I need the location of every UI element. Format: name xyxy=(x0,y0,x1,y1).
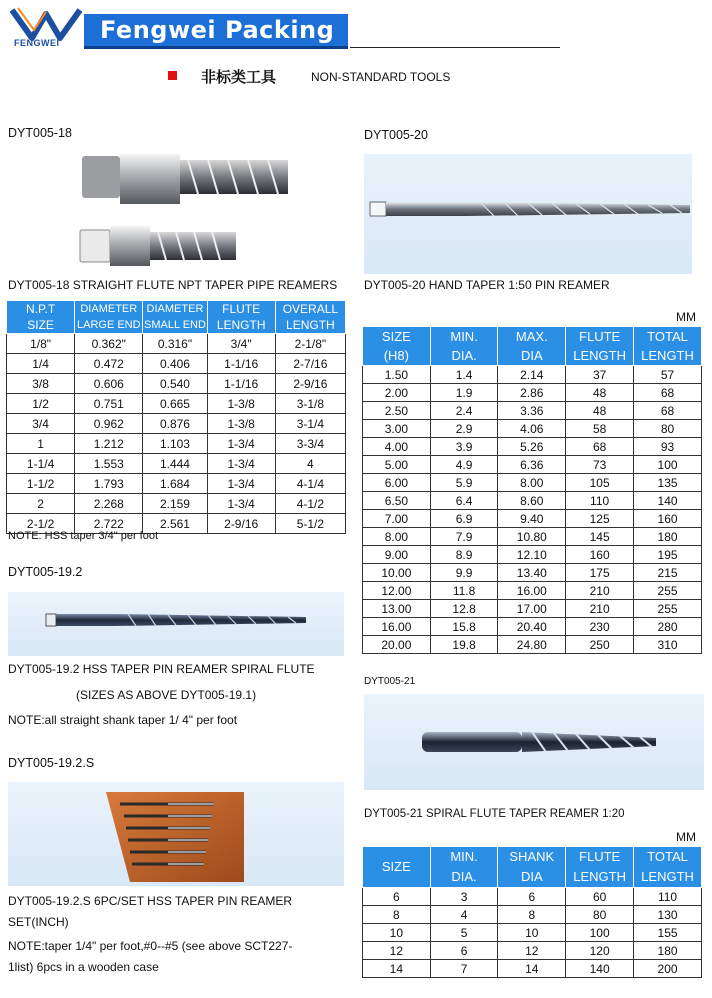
table-cell: 2-1/2 xyxy=(7,514,75,534)
table-cell: 6.36 xyxy=(498,456,566,474)
table-row xyxy=(363,420,702,438)
label-dyt005-20: DYT005-20 xyxy=(364,128,428,142)
table-cell: 5.00 xyxy=(363,456,431,474)
col-header: FLUTE LENGTH xyxy=(566,847,634,888)
section-bullet-icon xyxy=(168,71,177,80)
table-row xyxy=(7,494,346,514)
col-header: TOTAL LENGTH xyxy=(634,327,702,366)
table-cell: 9.00 xyxy=(363,546,431,564)
table-cell: 2.159 xyxy=(143,494,207,514)
table-row xyxy=(7,414,346,434)
table-cell: 12.10 xyxy=(498,546,566,564)
table-cell: 9.9 xyxy=(430,564,498,582)
unit-dyt005-21: MM xyxy=(676,830,696,844)
table-cell: 10 xyxy=(498,924,566,942)
table-cell: 1.793 xyxy=(75,474,143,494)
table-cell: 2.4 xyxy=(430,402,498,420)
table-row xyxy=(363,384,702,402)
table-row xyxy=(7,454,346,474)
table-row xyxy=(363,924,702,942)
table-cell: 0.362" xyxy=(75,334,143,354)
table-cell: 58 xyxy=(566,420,634,438)
table-cell: 10.00 xyxy=(363,564,431,582)
table-cell: 8 xyxy=(498,906,566,924)
table-cell: 2.268 xyxy=(75,494,143,514)
table-cell: 1/8" xyxy=(7,334,75,354)
note-dyt005-19-2: NOTE:all straight shank taper 1/ 4" per foot xyxy=(8,713,238,727)
table-cell: 4-1/2 xyxy=(275,494,345,514)
caption-dyt005-19-2-s-line2: SET(INCH) xyxy=(8,915,69,929)
table-cell: 2.14 xyxy=(498,366,566,384)
table-cell: 8.9 xyxy=(430,546,498,564)
table-cell: 3/8 xyxy=(7,374,75,394)
caption-dyt005-18: DYT005-18 STRAIGHT FLUTE NPT TAPER PIPE REAMERS xyxy=(8,278,338,292)
table-cell: 8.60 xyxy=(498,492,566,510)
table-cell: 5-1/2 xyxy=(275,514,345,534)
table-cell: 210 xyxy=(566,582,634,600)
table-cell: 0.316" xyxy=(143,334,207,354)
caption-dyt005-21: DYT005-21 SPIRAL FLUTE TAPER REAMER 1:20 xyxy=(364,808,625,820)
table-cell: 0.540 xyxy=(143,374,207,394)
table-row xyxy=(7,354,346,374)
table-cell: 6.00 xyxy=(363,474,431,492)
table-row xyxy=(7,374,346,394)
table-cell: 68 xyxy=(634,402,702,420)
table-row xyxy=(7,334,346,354)
table-cell: 4-1/4 xyxy=(275,474,345,494)
table-cell: 48 xyxy=(566,384,634,402)
table-dyt005-21 xyxy=(362,846,702,978)
table-cell: 1-3/8 xyxy=(207,394,275,414)
table-cell: 3.00 xyxy=(363,420,431,438)
table-cell: 5.9 xyxy=(430,474,498,492)
table-cell: 0.606 xyxy=(75,374,143,394)
table-cell: 1-3/4 xyxy=(207,454,275,474)
table-cell: 10 xyxy=(363,924,431,942)
table-row xyxy=(363,888,702,906)
col-header: MAX. DIA xyxy=(498,327,566,366)
table-cell: 5 xyxy=(430,924,498,942)
table-header-row xyxy=(7,301,346,334)
table-cell: 120 xyxy=(566,942,634,960)
col-header: N.P.T SIZE xyxy=(7,301,75,334)
table-row xyxy=(363,366,702,384)
table-cell: 7 xyxy=(430,960,498,978)
table-cell: 210 xyxy=(566,600,634,618)
table-cell: 7.00 xyxy=(363,510,431,528)
table-cell: 0.665 xyxy=(143,394,207,414)
table-cell: 3-1/4 xyxy=(275,414,345,434)
header-rule xyxy=(350,47,560,48)
table-cell: 1/4 xyxy=(7,354,75,374)
logo-text: FENGWEI xyxy=(14,38,60,48)
photo-reamer-set-case xyxy=(8,782,344,886)
table-row xyxy=(363,942,702,960)
table-cell: 1/2 xyxy=(7,394,75,414)
table-cell: 1.103 xyxy=(143,434,207,454)
table-cell: 2.722 xyxy=(75,514,143,534)
photo-spiral-reamer xyxy=(8,592,344,656)
table-cell: 2-7/16 xyxy=(275,354,345,374)
table-cell: 13.00 xyxy=(363,600,431,618)
table-cell: 16.00 xyxy=(363,618,431,636)
table-row xyxy=(363,456,702,474)
table-cell: 68 xyxy=(566,438,634,456)
table-cell: 6.50 xyxy=(363,492,431,510)
table-cell: 0.472 xyxy=(75,354,143,374)
col-header: DIAMETER SMALL END xyxy=(143,301,207,334)
table-cell: 2.00 xyxy=(363,384,431,402)
photo-spiral-taper-reamer xyxy=(364,694,704,790)
table-cell: 12.00 xyxy=(363,582,431,600)
table-cell: 12 xyxy=(363,942,431,960)
table-cell: 100 xyxy=(566,924,634,942)
table-cell: 16.00 xyxy=(498,582,566,600)
table-cell: 6 xyxy=(363,888,431,906)
table-cell: 93 xyxy=(634,438,702,456)
table-cell: 2.9 xyxy=(430,420,498,438)
table-cell: 160 xyxy=(566,546,634,564)
table-row xyxy=(363,600,702,618)
table-cell: 1.4 xyxy=(430,366,498,384)
table-cell: 0.751 xyxy=(75,394,143,414)
table-cell: 19.8 xyxy=(430,636,498,654)
table-cell: 4.00 xyxy=(363,438,431,456)
table-cell: 4 xyxy=(275,454,345,474)
col-header: MIN. DIA. xyxy=(430,847,498,888)
note-dyt005-18: NOTE: HSS taper 3/4" per foot xyxy=(8,530,159,542)
table-cell: 68 xyxy=(634,384,702,402)
table-cell: 200 xyxy=(634,960,702,978)
table-cell: 1-1/2 xyxy=(7,474,75,494)
table-cell: 125 xyxy=(566,510,634,528)
col-header: FLUTE LENGTH xyxy=(566,327,634,366)
table-cell: 6.9 xyxy=(430,510,498,528)
table-cell: 3 xyxy=(430,888,498,906)
table-cell: 1.553 xyxy=(75,454,143,474)
note-dyt005-19-2-s-line1: NOTE:taper 1/4" per foot,#0--#5 (see above SCT227- xyxy=(8,939,293,953)
table-cell: 2.561 xyxy=(143,514,207,534)
table-row xyxy=(363,546,702,564)
table-cell: 15.8 xyxy=(430,618,498,636)
table-cell: 1.444 xyxy=(143,454,207,474)
table-row xyxy=(363,582,702,600)
table-cell: 73 xyxy=(566,456,634,474)
table-cell: 155 xyxy=(634,924,702,942)
table-cell: 60 xyxy=(566,888,634,906)
table-row xyxy=(363,636,702,654)
table-cell: 20.40 xyxy=(498,618,566,636)
table-cell: 8.00 xyxy=(498,474,566,492)
table-cell: 1.50 xyxy=(363,366,431,384)
table-cell: 11.8 xyxy=(430,582,498,600)
subcaption-dyt005-19-2: (SIZES AS ABOVE DYT005-19.1) xyxy=(76,688,257,702)
caption-dyt005-19-2-s-line1: DYT005-19.2.S 6PC/SET HSS TAPER PIN REAMER xyxy=(8,894,293,908)
table-cell: 140 xyxy=(634,492,702,510)
table-cell: 1-3/8 xyxy=(207,414,275,434)
table-cell: 12.8 xyxy=(430,600,498,618)
table-cell: 1-1/4 xyxy=(7,454,75,474)
table-row xyxy=(363,438,702,456)
table-cell: 2.86 xyxy=(498,384,566,402)
table-cell: 195 xyxy=(634,546,702,564)
table-cell: 4.06 xyxy=(498,420,566,438)
table-cell: 7.9 xyxy=(430,528,498,546)
table-dyt005-20 xyxy=(362,326,702,654)
table-row xyxy=(7,394,346,414)
table-cell: 180 xyxy=(634,942,702,960)
table-row xyxy=(363,402,702,420)
table-cell: 1-3/4 xyxy=(207,434,275,454)
table-cell: 255 xyxy=(634,582,702,600)
table-cell: 80 xyxy=(634,420,702,438)
table-row xyxy=(363,618,702,636)
table-row xyxy=(363,510,702,528)
section-title-cn: 非标类工具 xyxy=(201,68,277,86)
table-row xyxy=(363,492,702,510)
table-cell: 48 xyxy=(566,402,634,420)
table-cell: 10.80 xyxy=(498,528,566,546)
col-header: OVERALL LENGTH xyxy=(275,301,345,334)
col-header: TOTAL LENGTH xyxy=(634,847,702,888)
table-cell: 14 xyxy=(363,960,431,978)
table-cell: 1.684 xyxy=(143,474,207,494)
table-cell: 130 xyxy=(634,906,702,924)
table-cell: 3/4 xyxy=(7,414,75,434)
table-cell: 0.962 xyxy=(75,414,143,434)
table-cell: 6 xyxy=(430,942,498,960)
label-dyt005-19-2: DYT005-19.2 xyxy=(8,565,83,579)
table-cell: 110 xyxy=(566,492,634,510)
table-dyt005-18 xyxy=(6,300,346,534)
table-cell: 8 xyxy=(363,906,431,924)
table-cell: 135 xyxy=(634,474,702,492)
table-header-row xyxy=(363,327,702,366)
table-cell: 255 xyxy=(634,600,702,618)
table-cell: 215 xyxy=(634,564,702,582)
table-cell: 8.00 xyxy=(363,528,431,546)
table-cell: 2-9/16 xyxy=(207,514,275,534)
table-row xyxy=(7,474,346,494)
table-cell: 110 xyxy=(634,888,702,906)
table-row xyxy=(363,528,702,546)
note-dyt005-19-2-s-line2: 1list) 6pcs in a wooden case xyxy=(8,960,159,974)
table-row xyxy=(363,960,702,978)
caption-dyt005-20: DYT005-20 HAND TAPER 1:50 PIN REAMER xyxy=(364,278,610,292)
col-header: MIN. DIA. xyxy=(430,327,498,366)
table-cell: 180 xyxy=(634,528,702,546)
label-dyt005-18: DYT005-18 xyxy=(8,126,72,140)
table-cell: 3-3/4 xyxy=(275,434,345,454)
table-cell: 1.9 xyxy=(430,384,498,402)
col-header: SHANK DIA xyxy=(498,847,566,888)
unit-dyt005-20: MM xyxy=(676,310,696,324)
table-cell: 3.36 xyxy=(498,402,566,420)
table-cell: 3.9 xyxy=(430,438,498,456)
table-cell: 100 xyxy=(634,456,702,474)
label-dyt005-21: DYT005-21 xyxy=(364,676,416,687)
table-cell: 1-3/4 xyxy=(207,474,275,494)
table-cell: 0.876 xyxy=(143,414,207,434)
table-cell: 9.40 xyxy=(498,510,566,528)
table-cell: 175 xyxy=(566,564,634,582)
table-cell: 1.212 xyxy=(75,434,143,454)
table-cell: 14 xyxy=(498,960,566,978)
table-cell: 3/4" xyxy=(207,334,275,354)
table-cell: 13.40 xyxy=(498,564,566,582)
section-title-en: NON-STANDARD TOOLS xyxy=(311,70,451,84)
table-cell: 4.9 xyxy=(430,456,498,474)
photo-hand-taper-reamer xyxy=(364,154,692,274)
col-header: FLUTE LENGTH xyxy=(207,301,275,334)
table-cell: 250 xyxy=(566,636,634,654)
table-cell: 4 xyxy=(430,906,498,924)
table-cell: 140 xyxy=(566,960,634,978)
table-cell: 2-1/8" xyxy=(275,334,345,354)
table-cell: 1-1/16 xyxy=(207,354,275,374)
table-cell: 12 xyxy=(498,942,566,960)
col-header: SIZE (H8) xyxy=(363,327,431,366)
table-cell: 145 xyxy=(566,528,634,546)
caption-dyt005-19-2: DYT005-19.2 HSS TAPER PIN REAMER SPIRAL FLUTE xyxy=(8,662,315,676)
table-row xyxy=(363,474,702,492)
table-cell: 6.4 xyxy=(430,492,498,510)
table-cell: 2-9/16 xyxy=(275,374,345,394)
col-header: SIZE xyxy=(363,847,431,888)
col-header: DIAMETER LARGE END xyxy=(75,301,143,334)
table-cell: 5.26 xyxy=(498,438,566,456)
photo-pipe-reamers xyxy=(8,146,344,274)
table-cell: 2.50 xyxy=(363,402,431,420)
table-cell: 1-1/16 xyxy=(207,374,275,394)
table-cell: 2 xyxy=(7,494,75,514)
table-cell: 20.00 xyxy=(363,636,431,654)
table-row xyxy=(7,434,346,454)
table-header-row xyxy=(363,847,702,888)
table-cell: 24.80 xyxy=(498,636,566,654)
table-cell: 1 xyxy=(7,434,75,454)
table-row xyxy=(363,564,702,582)
table-cell: 6 xyxy=(498,888,566,906)
table-cell: 160 xyxy=(634,510,702,528)
table-cell: 0.406 xyxy=(143,354,207,374)
table-cell: 3-1/8 xyxy=(275,394,345,414)
brand-title: Fengwei Packing xyxy=(100,16,335,44)
table-cell: 1-3/4 xyxy=(207,494,275,514)
table-cell: 57 xyxy=(634,366,702,384)
table-cell: 37 xyxy=(566,366,634,384)
table-cell: 310 xyxy=(634,636,702,654)
table-cell: 17.00 xyxy=(498,600,566,618)
table-cell: 105 xyxy=(566,474,634,492)
table-cell: 280 xyxy=(634,618,702,636)
table-cell: 230 xyxy=(566,618,634,636)
table-cell: 80 xyxy=(566,906,634,924)
label-dyt005-19-2-s: DYT005-19.2.S xyxy=(8,756,95,770)
table-row xyxy=(363,906,702,924)
